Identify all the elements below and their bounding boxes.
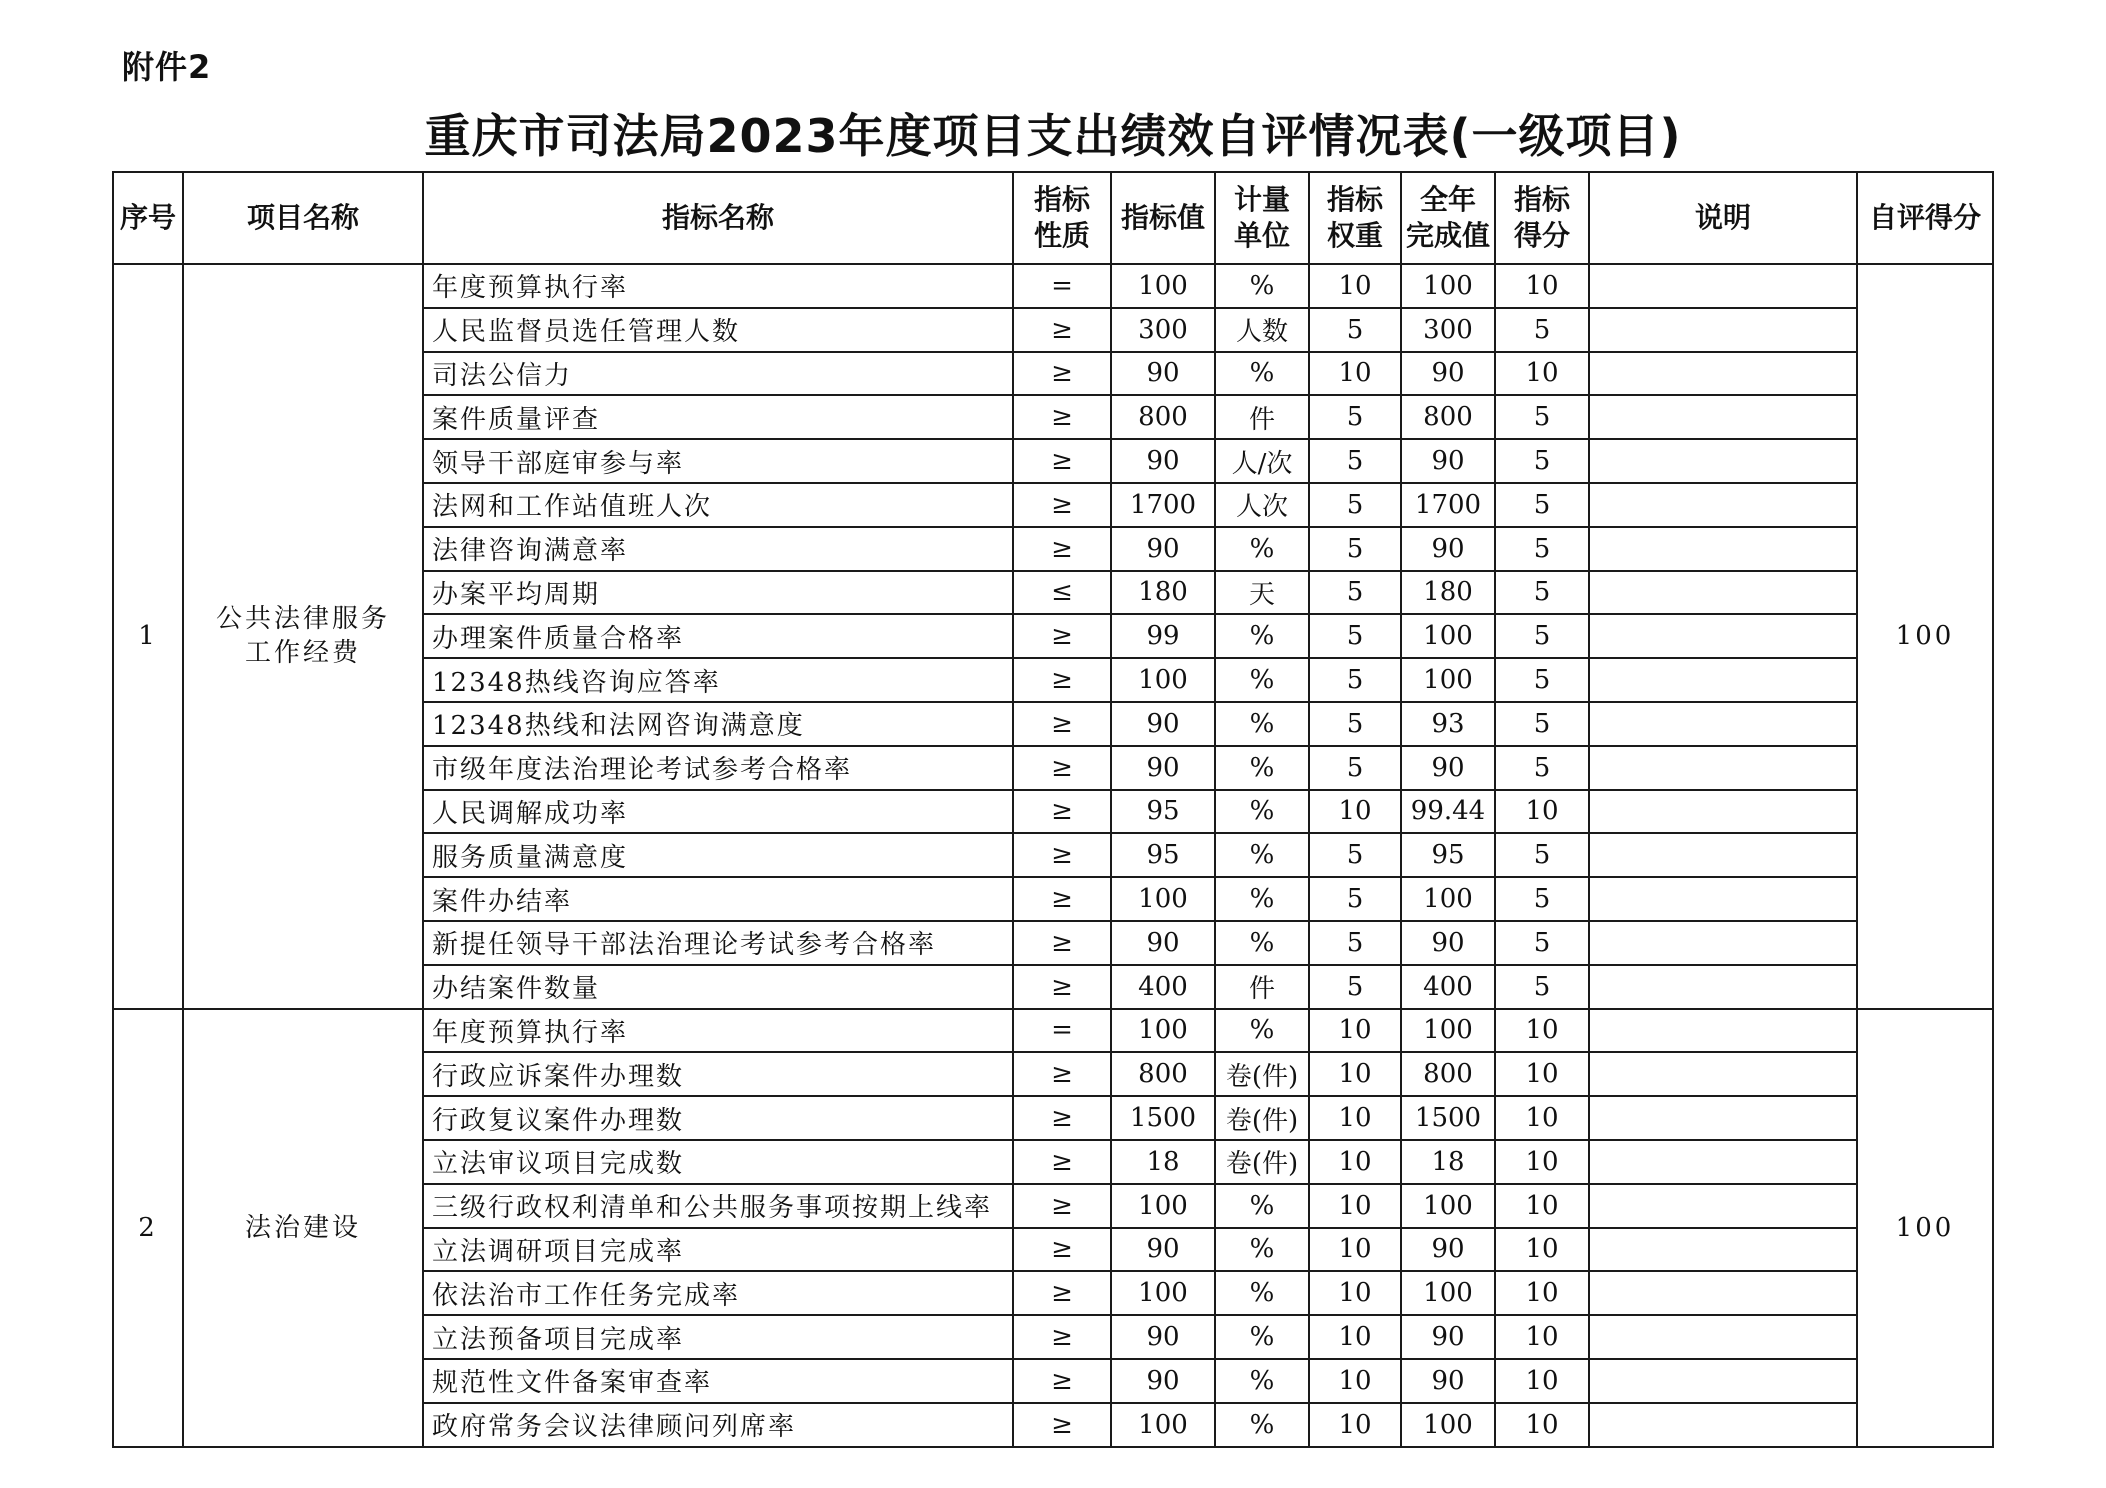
header-unit-line1: 计量: [1233, 183, 1290, 216]
indicator-name-cell: 行政应诉案件办理数: [423, 1052, 1013, 1096]
table-row: [113, 264, 1993, 308]
nature-cell: ≥: [1013, 1096, 1111, 1140]
indicator-name-cell: 12348热线和法网咨询满意度: [423, 702, 1013, 746]
header-weight: [1309, 172, 1401, 264]
completion-cell: 400: [1401, 965, 1495, 1009]
nature-cell: ≥: [1013, 790, 1111, 834]
completion-cell: 100: [1401, 614, 1495, 658]
indicator-name-cell: 市级年度法治理论考试参考合格率: [423, 746, 1013, 790]
completion-cell: 90: [1401, 1359, 1495, 1403]
nature-cell: ≥: [1013, 658, 1111, 702]
header-unit: [1215, 172, 1309, 264]
indicator-name-cell: 依法治市工作任务完成率: [423, 1271, 1013, 1315]
value-cell: 1500: [1111, 1096, 1215, 1140]
value-cell: 800: [1111, 395, 1215, 439]
nature-cell: ≥: [1013, 1184, 1111, 1228]
value-cell: 90: [1111, 527, 1215, 571]
nature-cell: ≥: [1013, 1228, 1111, 1272]
value-cell: 95: [1111, 833, 1215, 877]
page-title: 重庆市司法局2023年度项目支出绩效自评情况表(一级项目): [424, 109, 1682, 163]
indicator-name-cell: 政府常务会议法律顾问列席率: [423, 1403, 1013, 1447]
score-cell: 5: [1495, 833, 1589, 877]
score-cell: 5: [1495, 439, 1589, 483]
completion-cell: 1500: [1401, 1096, 1495, 1140]
score-cell: 5: [1495, 483, 1589, 527]
score-cell: 5: [1495, 702, 1589, 746]
nature-cell: ≥: [1013, 746, 1111, 790]
note-cell: [1589, 1184, 1857, 1228]
unit-cell: 件: [1215, 965, 1309, 1009]
nature-cell: ≥: [1013, 614, 1111, 658]
score-cell: 5: [1495, 921, 1589, 965]
header-weight-line1: 指标: [1326, 183, 1383, 216]
weight-cell: 5: [1309, 483, 1401, 527]
indicator-name-cell: 人民监督员选任管理人数: [423, 308, 1013, 352]
score-cell: 5: [1495, 395, 1589, 439]
weight-cell: 10: [1309, 1052, 1401, 1096]
score-cell: 10: [1495, 1271, 1589, 1315]
weight-cell: 10: [1309, 264, 1401, 308]
note-cell: [1589, 439, 1857, 483]
score-cell: 10: [1495, 1184, 1589, 1228]
unit-cell: %: [1215, 1315, 1309, 1359]
score-cell: 10: [1495, 1228, 1589, 1272]
score-cell: 5: [1495, 571, 1589, 615]
unit-cell: %: [1215, 1403, 1309, 1447]
weight-cell: 10: [1309, 1096, 1401, 1140]
indicator-name-cell: 三级行政权利清单和公共服务事项按期上线率: [423, 1184, 1013, 1228]
value-cell: 99: [1111, 614, 1215, 658]
unit-cell: 天: [1215, 571, 1309, 615]
unit-cell: 卷(件): [1215, 1052, 1309, 1096]
nature-cell: ≥: [1013, 1140, 1111, 1184]
value-cell: 100: [1111, 877, 1215, 921]
header-score-line1: 指标: [1513, 183, 1570, 216]
value-cell: 95: [1111, 790, 1215, 834]
indicator-name-cell: 立法审议项目完成数: [423, 1140, 1013, 1184]
unit-cell: %: [1215, 1009, 1309, 1053]
note-cell: [1589, 264, 1857, 308]
score-cell: 10: [1495, 1315, 1589, 1359]
nature-cell: ≥: [1013, 1271, 1111, 1315]
unit-cell: %: [1215, 746, 1309, 790]
weight-cell: 5: [1309, 746, 1401, 790]
table-body: [113, 264, 1993, 1447]
weight-cell: 10: [1309, 1228, 1401, 1272]
weight-cell: 5: [1309, 658, 1401, 702]
weight-cell: 10: [1309, 1315, 1401, 1359]
note-cell: [1589, 877, 1857, 921]
indicator-name-cell: 人民调解成功率: [423, 790, 1013, 834]
indicator-name-cell: 规范性文件备案审查率: [423, 1359, 1013, 1403]
completion-cell: 95: [1401, 833, 1495, 877]
score-cell: 10: [1495, 1096, 1589, 1140]
unit-cell: 人次: [1215, 483, 1309, 527]
unit-cell: %: [1215, 1228, 1309, 1272]
header-completion-line1: 全年: [1419, 183, 1476, 216]
completion-cell: 100: [1401, 1271, 1495, 1315]
nature-cell: ≥: [1013, 877, 1111, 921]
unit-cell: %: [1215, 833, 1309, 877]
completion-cell: 90: [1401, 1315, 1495, 1359]
score-cell: 5: [1495, 877, 1589, 921]
nature-cell: =: [1013, 264, 1111, 308]
weight-cell: 10: [1309, 1184, 1401, 1228]
unit-cell: 件: [1215, 395, 1309, 439]
note-cell: [1589, 965, 1857, 1009]
nature-cell: ≥: [1013, 833, 1111, 877]
value-cell: 90: [1111, 1315, 1215, 1359]
nature-cell: ≤: [1013, 571, 1111, 615]
weight-cell: 5: [1309, 527, 1401, 571]
project-self-score-cell: 100: [1857, 1009, 1993, 1447]
indicator-name-cell: 司法公信力: [423, 352, 1013, 396]
note-cell: [1589, 1228, 1857, 1272]
header-indicator-name: 指标名称: [423, 172, 1013, 264]
unit-cell: %: [1215, 352, 1309, 396]
indicator-name-cell: 案件办结率: [423, 877, 1013, 921]
unit-cell: 卷(件): [1215, 1140, 1309, 1184]
unit-cell: %: [1215, 877, 1309, 921]
value-cell: 90: [1111, 1359, 1215, 1403]
nature-cell: ≥: [1013, 308, 1111, 352]
weight-cell: 5: [1309, 921, 1401, 965]
weight-cell: 10: [1309, 1009, 1401, 1053]
score-cell: 5: [1495, 527, 1589, 571]
completion-cell: 99.44: [1401, 790, 1495, 834]
value-cell: 300: [1111, 308, 1215, 352]
completion-cell: 100: [1401, 877, 1495, 921]
note-cell: [1589, 833, 1857, 877]
unit-cell: %: [1215, 614, 1309, 658]
completion-cell: 100: [1401, 1009, 1495, 1053]
note-cell: [1589, 1096, 1857, 1140]
completion-cell: 100: [1401, 658, 1495, 702]
unit-cell: %: [1215, 264, 1309, 308]
note-cell: [1589, 746, 1857, 790]
header-indicator-nature: [1013, 172, 1111, 264]
weight-cell: 5: [1309, 395, 1401, 439]
unit-cell: 卷(件): [1215, 1096, 1309, 1140]
indicator-name-cell: 行政复议案件办理数: [423, 1096, 1013, 1140]
note-cell: [1589, 921, 1857, 965]
note-cell: [1589, 1009, 1857, 1053]
score-cell: 10: [1495, 1403, 1589, 1447]
nature-cell: ≥: [1013, 395, 1111, 439]
completion-cell: 100: [1401, 1184, 1495, 1228]
indicator-name-cell: 法律咨询满意率: [423, 527, 1013, 571]
note-cell: [1589, 1359, 1857, 1403]
unit-cell: %: [1215, 702, 1309, 746]
completion-cell: 180: [1401, 571, 1495, 615]
table-row: [113, 1009, 1993, 1053]
note-cell: [1589, 352, 1857, 396]
header-nature-line1: 指标: [1033, 183, 1090, 216]
value-cell: 90: [1111, 746, 1215, 790]
value-cell: 180: [1111, 571, 1215, 615]
header-score: [1495, 172, 1589, 264]
value-cell: 100: [1111, 1009, 1215, 1053]
note-cell: [1589, 1271, 1857, 1315]
note-cell: [1589, 483, 1857, 527]
nature-cell: ≥: [1013, 1315, 1111, 1359]
completion-cell: 90: [1401, 439, 1495, 483]
indicator-name-cell: 案件质量评查: [423, 395, 1013, 439]
note-cell: [1589, 702, 1857, 746]
unit-cell: %: [1215, 921, 1309, 965]
header-self-score: 自评得分: [1857, 172, 1993, 264]
header-completion: [1401, 172, 1495, 264]
project-seq-cell: 1: [113, 264, 183, 1009]
note-cell: [1589, 790, 1857, 834]
completion-cell: 18: [1401, 1140, 1495, 1184]
header-unit-line2: 单位: [1233, 219, 1290, 252]
note-cell: [1589, 527, 1857, 571]
score-cell: 5: [1495, 614, 1589, 658]
nature-cell: ≥: [1013, 1403, 1111, 1447]
project-name-cell: [183, 1009, 423, 1447]
completion-cell: 93: [1401, 702, 1495, 746]
value-cell: 400: [1111, 965, 1215, 1009]
score-cell: 10: [1495, 1359, 1589, 1403]
completion-cell: 90: [1401, 527, 1495, 571]
header-seq: 序号: [113, 172, 183, 264]
unit-cell: %: [1215, 1271, 1309, 1315]
completion-cell: 90: [1401, 352, 1495, 396]
value-cell: 90: [1111, 702, 1215, 746]
note-cell: [1589, 571, 1857, 615]
header-indicator-value: 指标值: [1111, 172, 1215, 264]
indicator-name-cell: 办案平均周期: [423, 571, 1013, 615]
indicator-name-cell: 新提任领导干部法治理论考试参考合格率: [423, 921, 1013, 965]
weight-cell: 10: [1309, 352, 1401, 396]
score-cell: 10: [1495, 790, 1589, 834]
score-cell: 10: [1495, 264, 1589, 308]
value-cell: 100: [1111, 1271, 1215, 1315]
completion-cell: 90: [1401, 746, 1495, 790]
score-cell: 10: [1495, 1140, 1589, 1184]
value-cell: 90: [1111, 921, 1215, 965]
completion-cell: 1700: [1401, 483, 1495, 527]
value-cell: 90: [1111, 1228, 1215, 1272]
nature-cell: ≥: [1013, 352, 1111, 396]
unit-cell: 人/次: [1215, 439, 1309, 483]
header-note: 说明: [1589, 172, 1857, 264]
indicator-name-cell: 立法预备项目完成率: [423, 1315, 1013, 1359]
unit-cell: %: [1215, 790, 1309, 834]
note-cell: [1589, 1403, 1857, 1447]
value-cell: 1700: [1111, 483, 1215, 527]
indicator-name-cell: 年度预算执行率: [423, 264, 1013, 308]
indicator-name-cell: 办理案件质量合格率: [423, 614, 1013, 658]
value-cell: 100: [1111, 264, 1215, 308]
completion-cell: 800: [1401, 395, 1495, 439]
value-cell: 100: [1111, 658, 1215, 702]
note-cell: [1589, 1140, 1857, 1184]
completion-cell: 100: [1401, 264, 1495, 308]
attachment-label: 附件2: [122, 48, 212, 86]
indicator-name-cell: 服务质量满意度: [423, 833, 1013, 877]
note-cell: [1589, 395, 1857, 439]
unit-cell: %: [1215, 1359, 1309, 1403]
unit-cell: 人数: [1215, 308, 1309, 352]
completion-cell: 90: [1401, 1228, 1495, 1272]
weight-cell: 5: [1309, 614, 1401, 658]
value-cell: 800: [1111, 1052, 1215, 1096]
header-project-name: 项目名称: [183, 172, 423, 264]
unit-cell: %: [1215, 658, 1309, 702]
score-cell: 10: [1495, 1009, 1589, 1053]
weight-cell: 5: [1309, 571, 1401, 615]
weight-cell: 10: [1309, 1359, 1401, 1403]
nature-cell: ≥: [1013, 1052, 1111, 1096]
nature-cell: ≥: [1013, 921, 1111, 965]
project-name-line1: 法治建设: [244, 1212, 361, 1243]
value-cell: 100: [1111, 1184, 1215, 1228]
weight-cell: 5: [1309, 308, 1401, 352]
value-cell: 90: [1111, 352, 1215, 396]
weight-cell: 10: [1309, 790, 1401, 834]
value-cell: 90: [1111, 439, 1215, 483]
value-cell: 100: [1111, 1403, 1215, 1447]
completion-cell: 300: [1401, 308, 1495, 352]
header-score-line2: 得分: [1513, 219, 1570, 252]
nature-cell: =: [1013, 1009, 1111, 1053]
note-cell: [1589, 1315, 1857, 1359]
completion-cell: 100: [1401, 1403, 1495, 1447]
value-cell: 18: [1111, 1140, 1215, 1184]
weight-cell: 5: [1309, 965, 1401, 1009]
score-cell: 5: [1495, 308, 1589, 352]
score-cell: 5: [1495, 965, 1589, 1009]
note-cell: [1589, 308, 1857, 352]
score-cell: 10: [1495, 1052, 1589, 1096]
indicator-name-cell: 年度预算执行率: [423, 1009, 1013, 1053]
project-name-line1: 公共法律服务: [215, 604, 390, 635]
indicator-name-cell: 12348热线咨询应答率: [423, 658, 1013, 702]
weight-cell: 10: [1309, 1403, 1401, 1447]
score-cell: 5: [1495, 658, 1589, 702]
unit-cell: %: [1215, 1184, 1309, 1228]
header-completion-line2: 完成值: [1405, 219, 1490, 252]
project-name-cell: [183, 264, 423, 1009]
completion-cell: 800: [1401, 1052, 1495, 1096]
table-header-row: [113, 172, 1993, 264]
weight-cell: 5: [1309, 833, 1401, 877]
weight-cell: 10: [1309, 1140, 1401, 1184]
score-cell: 5: [1495, 746, 1589, 790]
weight-cell: 5: [1309, 877, 1401, 921]
indicator-name-cell: 法网和工作站值班人次: [423, 483, 1013, 527]
project-seq-cell: 2: [113, 1009, 183, 1447]
note-cell: [1589, 614, 1857, 658]
nature-cell: ≥: [1013, 439, 1111, 483]
project-self-score-cell: 100: [1857, 264, 1993, 1009]
completion-cell: 90: [1401, 921, 1495, 965]
nature-cell: ≥: [1013, 1359, 1111, 1403]
nature-cell: ≥: [1013, 702, 1111, 746]
note-cell: [1589, 658, 1857, 702]
header-nature-line2: 性质: [1033, 219, 1090, 252]
weight-cell: 5: [1309, 439, 1401, 483]
indicator-name-cell: 领导干部庭审参与率: [423, 439, 1013, 483]
weight-cell: 10: [1309, 1271, 1401, 1315]
note-cell: [1589, 1052, 1857, 1096]
nature-cell: ≥: [1013, 483, 1111, 527]
nature-cell: ≥: [1013, 965, 1111, 1009]
weight-cell: 5: [1309, 702, 1401, 746]
unit-cell: %: [1215, 527, 1309, 571]
score-cell: 10: [1495, 352, 1589, 396]
indicator-name-cell: 立法调研项目完成率: [423, 1228, 1013, 1272]
header-weight-line2: 权重: [1326, 219, 1383, 252]
indicator-name-cell: 办结案件数量: [423, 965, 1013, 1009]
performance-table: [112, 171, 1994, 1448]
project-name-line2: 工作经费: [244, 638, 361, 669]
nature-cell: ≥: [1013, 527, 1111, 571]
